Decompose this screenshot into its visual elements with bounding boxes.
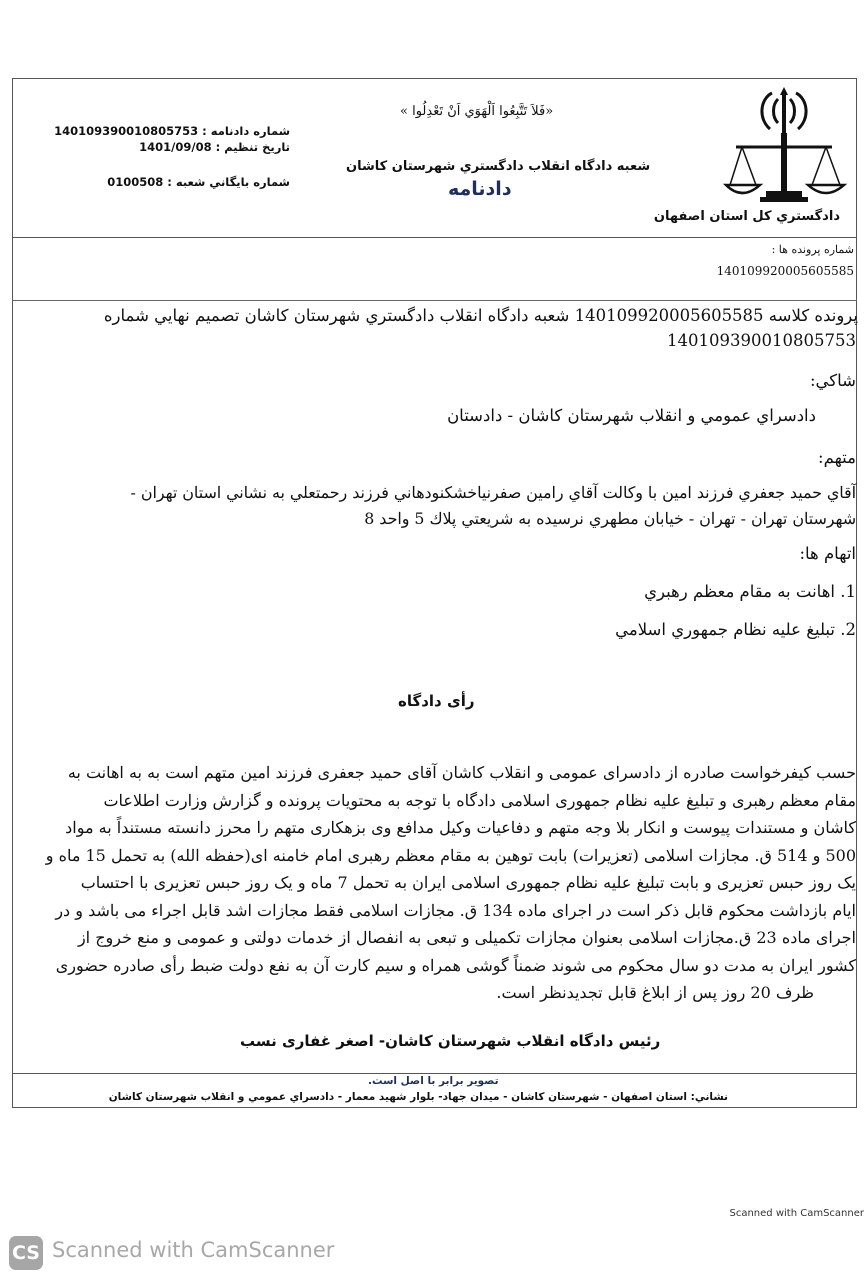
verdict-line: مقام معظم رهبرى و تبليغ عليه نظام جمهورى اسلامى دادگاه با توجه به محتويات پرونده و گزارش وزارت اطلاعات bbox=[103, 790, 856, 810]
judiciary-emblem-icon bbox=[720, 85, 848, 215]
archive-number: 0100508 bbox=[107, 175, 164, 189]
file-info-divider bbox=[12, 300, 857, 301]
verdict-line: ايام بازداشت محكوم قابل ذكر است در اجراى ماده 134 ق. مجازات اسلامى فقط مجازات اشد قابل اجراء مى باشد و در bbox=[55, 900, 856, 920]
camscanner-large-text: Scanned with CamScanner bbox=[52, 1238, 335, 1262]
charge-item: 2. تبليغ عليه نظام جمهوري اسلامي bbox=[615, 620, 856, 639]
verdict-line: ظرف 20 روز پس از ابلاغ قابل تجديدنظر است. bbox=[496, 983, 814, 1002]
accused-label: متهم: bbox=[818, 448, 856, 467]
verdict-line: يک روز حبس تعزيرى و بابت تبليغ عليه نظام جمهورى اسلامى ايران به تحمل 7 ماه و يک روز حبس تعزيرى با احتساب bbox=[80, 873, 856, 892]
verdict-number: 140109390010805753 bbox=[54, 124, 199, 138]
address-line: نشاني: استان اصفهان - شهرستان كاشان - ميدان جهاد- بلوار شهيد معمار - دادسراي عمومي و انقلاب شهرستان كاشان bbox=[108, 1091, 728, 1103]
issue-date-label: تاريخ تنظيم : bbox=[215, 140, 290, 154]
charge-item: 1. اهانت به مقام معظم رهبري bbox=[644, 582, 856, 601]
branch-title: شعبه دادگاه انقلاب دادگستري شهرستان كاشان bbox=[346, 159, 651, 174]
complainant-label: شاكي: bbox=[809, 371, 856, 390]
verdict-title: رأى دادگاه bbox=[398, 692, 475, 710]
issue-date-row bbox=[139, 140, 290, 154]
case-intro-line-1: پرونده كلاسه 140109920005605585 شعبه دادگاه انقلاب دادگستري شهرستان كاشان تصميم نهايي شماره bbox=[103, 306, 858, 325]
verdict-line: اجراى ماده 23 ق.مجازات اسلامى بعنوان مجازات تكميلى و تبعى به انفصال از خدمات دولتى و عمومى و منع خروج از bbox=[77, 928, 856, 947]
org-name: دادگستري كل استان اصفهان bbox=[653, 209, 840, 224]
accused-line-2: شهرستان تهران - تهران - خيابان مطهري نرسيده به شريعتي پلاك 5 واحد 8 bbox=[364, 509, 856, 528]
footer-divider bbox=[12, 1073, 857, 1074]
issue-date: 1401/09/08 bbox=[139, 140, 212, 154]
verdict-number-row bbox=[54, 124, 290, 138]
case-intro-line-2: 140109390010805753 bbox=[667, 331, 856, 350]
camscanner-logo-icon: CS bbox=[9, 1236, 43, 1270]
certified-copy-note: تصوير برابر با اصل است. bbox=[368, 1075, 499, 1087]
file-number-label: شماره پرونده ها : bbox=[771, 243, 854, 256]
verdict-line: كشور ايران به مدت دو سال محكوم مى شوند ضمناً گوشى همراه و سيم كارت آن به نفع دولت ضبط رأى صادره حضورى bbox=[55, 955, 856, 975]
complainant-name: دادسراي عمومي و انقلاب شهرستان كاشان - دادستان bbox=[447, 406, 816, 425]
header-divider bbox=[12, 237, 857, 238]
accused-line-1: آقاي حميد جعفري فرزند امين با وكالت آقاي رامين صفرنياخشكنودهاني فرزند رحمتعلي به نشاني استان تهران - bbox=[130, 483, 856, 502]
judge-signature: رئيس دادگاه انقلاب شهرستان كاشان- اصغر غفارى نسب bbox=[240, 1032, 661, 1050]
verdict-line: 500 و 514 ق. مجازات اسلامى (تعزيرات) بابت توهين به مقام معظم رهبرى امام خامنه اى(حفظه الله) به تحمل 15 ماه و bbox=[45, 845, 856, 865]
doc-type-title: دادنامه bbox=[448, 178, 512, 200]
archive-number-label: شماره بايگاني شعبه : bbox=[167, 175, 290, 189]
charges-label: اتهام ها: bbox=[799, 544, 856, 563]
verdict-number-label: شماره دادنامه : bbox=[202, 124, 290, 138]
quran-quote: «فَلاَ تَتَّبِعُوا اَلْهَوَي اَنْ تَعْدِلُوا » bbox=[400, 104, 554, 119]
file-number: 140109920005605585 bbox=[716, 264, 854, 278]
archive-number-row bbox=[107, 175, 290, 189]
verdict-line: حسب كيفرخواست صادره از دادسراى عمومى و انقلاب كاشان آقاى حميد جعفرى فرزند امين متهم است به به اهانت به bbox=[67, 763, 856, 782]
verdict-body bbox=[18, 759, 856, 1007]
camscanner-small-text: Scanned with CamScanner bbox=[729, 1208, 864, 1219]
verdict-line: كاشان و مستندات پيوست و انكار بلا وجه متهم و دفاعيات وكيل مدافع وى بزهكارى متهم را محرز دانسته مستنداً به مواد bbox=[65, 818, 856, 837]
